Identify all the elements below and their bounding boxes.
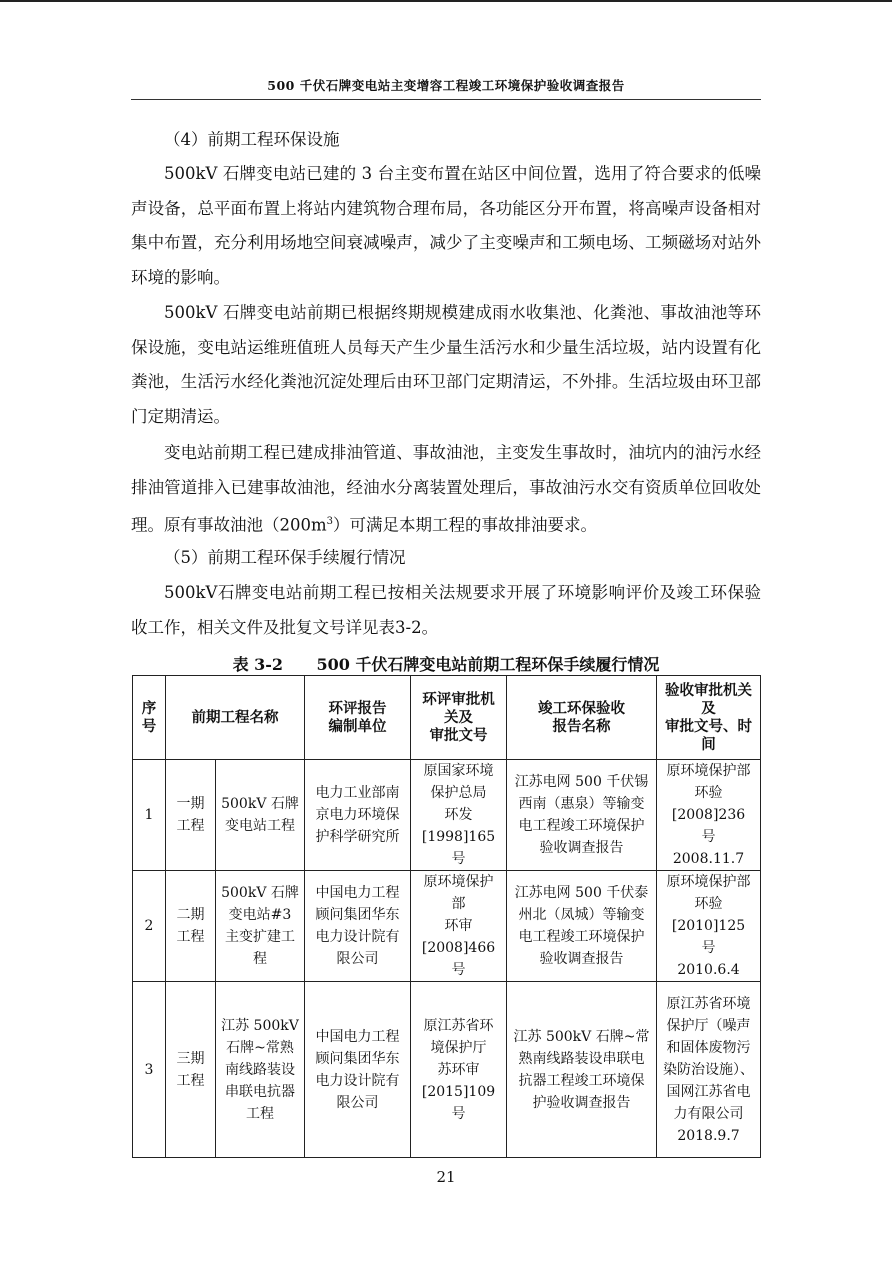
cell-no: 1 [133, 760, 166, 871]
cell-project: 500kV 石牌 变电站#3 主变扩建工 程 [216, 871, 305, 982]
section-5-heading: （5）前期工程环保手续履行情况 [164, 548, 406, 567]
paragraph-3-superscript: 3 [326, 516, 334, 527]
page-header-title: 500 千伏石牌变电站主变增容工程竣工环境保护验收调查报告 [267, 78, 625, 93]
cell-project: 江苏 500kV 石牌~常熟 南线路装设 串联电抗器 工程 [216, 982, 305, 1158]
cell-phase: 三期 工程 [166, 982, 216, 1158]
procedures-table [132, 675, 761, 1158]
table-row [133, 760, 761, 871]
header-report-unit: 环评报告 编制单位 [305, 676, 411, 760]
paragraph-3-text-a: 变电站前期工程已建成排油管道、事故油池，主变发生事故时，油坑内的油污水经排油管道排入已建事故油池，经油水分离装置处理后，事故油污水交有资质单位回收处理。原有事故油池（200m [131, 443, 761, 535]
header-acceptance-approval: 验收审批机关 及 审批文号、时 间 [657, 676, 761, 760]
paragraph-4: 500kV石牌变电站前期工程已按相关法规要求开展了环境影响评价及竣工环保验收工作，相关文件及批复文号详见表3-2。 [131, 583, 761, 637]
paragraph-2: 500kV 石牌变电站前期已根据终期规模建成雨水收集池、化粪池、事故油池等环保设施，变电站运维班值班人员每天产生少量生活污水和少量生活垃圾，站内设置有化粪池，生活污水经化粪池沉淀处理后由环卫部门定期清运，不外排。生活垃圾由环卫部门定期清运。 [131, 303, 761, 426]
table-row [133, 982, 761, 1158]
cell-no: 3 [133, 982, 166, 1158]
cell-report: 江苏 500kV 石牌~常 熟南线路装设串联电 抗器工程竣工环境保 护验收调查报告 [507, 982, 657, 1158]
table-header-row [133, 676, 761, 760]
section-4-heading: （4）前期工程环保设施 [164, 130, 340, 149]
header-acceptance-report: 竣工环保验收 报告名称 [507, 676, 657, 760]
cell-project: 500kV 石牌 变电站工程 [216, 760, 305, 871]
cell-phase: 二期 工程 [166, 871, 216, 982]
paragraph-3 [131, 436, 761, 543]
cell-no: 2 [133, 871, 166, 982]
top-border-line [0, 0, 892, 2]
paragraph-1: 500kV 石牌变电站已建的 3 台主变布置在站区中间位置，选用了符合要求的低噪声设备，总平面布置上将站内建筑物合理布局，各功能区分开布置，将高噪声设备相对集中布置，充分利用场地空间衰减噪声，减少了主变噪声和工频电场、工频磁场对站外环境的影响。 [131, 164, 761, 287]
cell-report: 江苏电网 500 千伏泰 州北（凤城）等输变 电工程竣工环境保护 验收调查报告 [507, 871, 657, 982]
header-rule [131, 99, 761, 100]
cell-phase: 一期 工程 [166, 760, 216, 871]
table-row [133, 871, 761, 982]
table-caption: 表 3-2 500 千伏石牌变电站前期工程环保手续履行情况 [232, 655, 660, 674]
cell-acceptance: 原江苏省环境 保护厅（噪声 和固体废物污 染防治设施）、 国网江苏省电 力有限公司 2018.9.7 [657, 982, 761, 1158]
cell-approval: 原江苏省环 境保护厅 苏环审 [2015]109 号 [411, 982, 507, 1158]
cell-approval: 原环境保护 部 环审 [2008]466 号 [411, 871, 507, 982]
page-number: 21 [436, 1168, 456, 1186]
cell-unit: 中国电力工程 顾问集团华东 电力设计院有 限公司 [305, 871, 411, 982]
cell-acceptance: 原环境保护部 环验[2008]236 号 2008.11.7 [657, 760, 761, 871]
cell-approval: 原国家环境 保护总局 环发 [1998]165 号 [411, 760, 507, 871]
header-no: 序 号 [133, 676, 166, 760]
header-project-name: 前期工程名称 [166, 676, 305, 760]
cell-unit: 中国电力工程 顾问集团华东 电力设计院有 限公司 [305, 982, 411, 1158]
header-approval: 环评审批机 关及 审批文号 [411, 676, 507, 760]
cell-acceptance: 原环境保护部 环验[2010]125 号 2010.6.4 [657, 871, 761, 982]
cell-report: 江苏电网 500 千伏锡 西南（惠泉）等输变 电工程竣工环境保护 验收调查报告 [507, 760, 657, 871]
paragraph-3-text-b: ）可满足本期工程的事故排油要求。 [333, 515, 598, 535]
cell-unit: 电力工业部南 京电力环境保 护科学研究所 [305, 760, 411, 871]
